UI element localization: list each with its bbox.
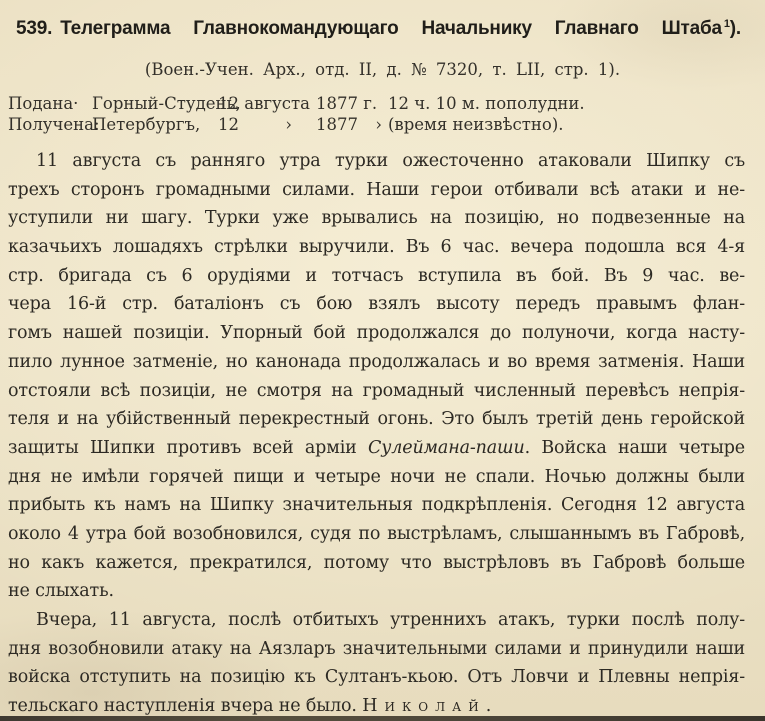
telegram-line: но какъ кажется, прекратился, потому что выстрѣловъ въ Габровѣ больше — [8, 552, 745, 573]
telegram-line: уступили ни шагу. Турки уже врывались на позицію, но подвезенные на — [8, 208, 745, 229]
sent-time: 12 ч. 10 м. пополудни. — [388, 94, 585, 113]
telegram-line: стр. бригада съ 6 орудіями и тотчасъ вступила въ бой. Въ 9 час. ве- — [8, 265, 745, 286]
scan-edge-bar — [0, 716, 765, 721]
telegram-line: дня возобновили атаку на Аязларъ значительными силами и принудили наши — [8, 638, 745, 659]
signature: Николай — [362, 696, 486, 717]
archive-reference: (Воен.-Учен. Арх., отд. II, д. № 7320, т. LII, стр. 1). — [144, 60, 621, 79]
received-year: 1877 — [316, 115, 358, 134]
telegram-line: отстояли всѣ позиціи, не смотря на громадный численный перевѣсъ непрія- — [8, 380, 745, 401]
sent-date: 12 августа — [218, 94, 310, 113]
entry-number: 539. — [16, 18, 53, 39]
received-year-cell — [316, 114, 388, 135]
telegram-line: около 4 утра бой возобновился, судя по выстрѣламъ, слышаннымъ въ Габровѣ, — [8, 523, 745, 544]
telegram-line: пило лунное затменіе, но канонада продолжалась и во время затменія. Наши — [8, 351, 745, 372]
telegram-line: не слыхать. — [8, 581, 114, 602]
received-date: 12 — [218, 115, 239, 134]
telegram-line: 11 августа съ ранняго утра турки ожесточенно атаковали Шипку съ — [36, 151, 745, 171]
sent-year: 1877 г. — [316, 94, 378, 113]
page-title — [16, 10, 741, 43]
telegram-line: трехъ сторонъ громадными силами. Наши герои отбивали всѣ атаки и не- — [8, 179, 745, 200]
received-place: Петербургъ, — [92, 115, 201, 134]
telegram-line: дня не имѣли горячей пищи и четыре ночи не спали. Ночью должны были — [8, 466, 745, 487]
received-label: Получена: — [8, 115, 100, 134]
telegram-line: гомъ нашей позиціи. Упорный бой продолжался до полуночи, когда насту- — [8, 323, 745, 344]
telegram-line: казачьихъ лошадяхъ стрѣлки выручили. Въ 6 час. вечера подошла вся 4-я — [8, 237, 745, 258]
dispatch-info — [8, 93, 747, 135]
footnote-marker: 1 — [723, 18, 730, 30]
telegram-line: теля и на убійственный перекрестный огонь. Это былъ третій день геройской — [8, 409, 745, 430]
italic-name: Сулеймана-паши — [368, 437, 525, 458]
ditto-mark: › — [285, 115, 292, 134]
received-note: (время неизвѣстно). — [388, 115, 564, 134]
ditto-mark: › — [375, 115, 382, 134]
telegram-line: войска отступить на позицію къ Султанъ-кьою. Отъ Ловчи и Плевны непрія- — [8, 667, 745, 688]
dispatch-sent-row — [8, 93, 747, 114]
telegram-line: Вчера, 11 августа, послѣ отбитыхъ утреннихъ атакъ, турки послѣ полу- — [36, 610, 745, 630]
telegram-line: чера 16-й стр. баталіонъ съ бою взялъ высоту передъ правымъ флан- — [8, 294, 745, 315]
dispatch-received-row — [8, 114, 747, 135]
telegram-line: защиты Шипки противъ всей арміи Сулеймана-паши. Войска наши четыре — [8, 437, 745, 458]
telegram-body — [8, 147, 745, 721]
telegram-line: тельскаго наступленія вчера не было. Николай. — [8, 696, 492, 717]
sent-label: Подана· — [8, 94, 79, 113]
title-text: Телеграмма Главнокомандующаго Начальнику Главнаго Штаба — [60, 18, 722, 39]
telegram-line: прибыть къ намъ на Шипку значительныя подкрѣпленія. Сегодня 12 августа — [8, 495, 745, 516]
title-suffix: ). — [729, 18, 741, 39]
received-date-cell — [218, 114, 316, 135]
sent-place: Горный-Студень, — [92, 94, 241, 113]
